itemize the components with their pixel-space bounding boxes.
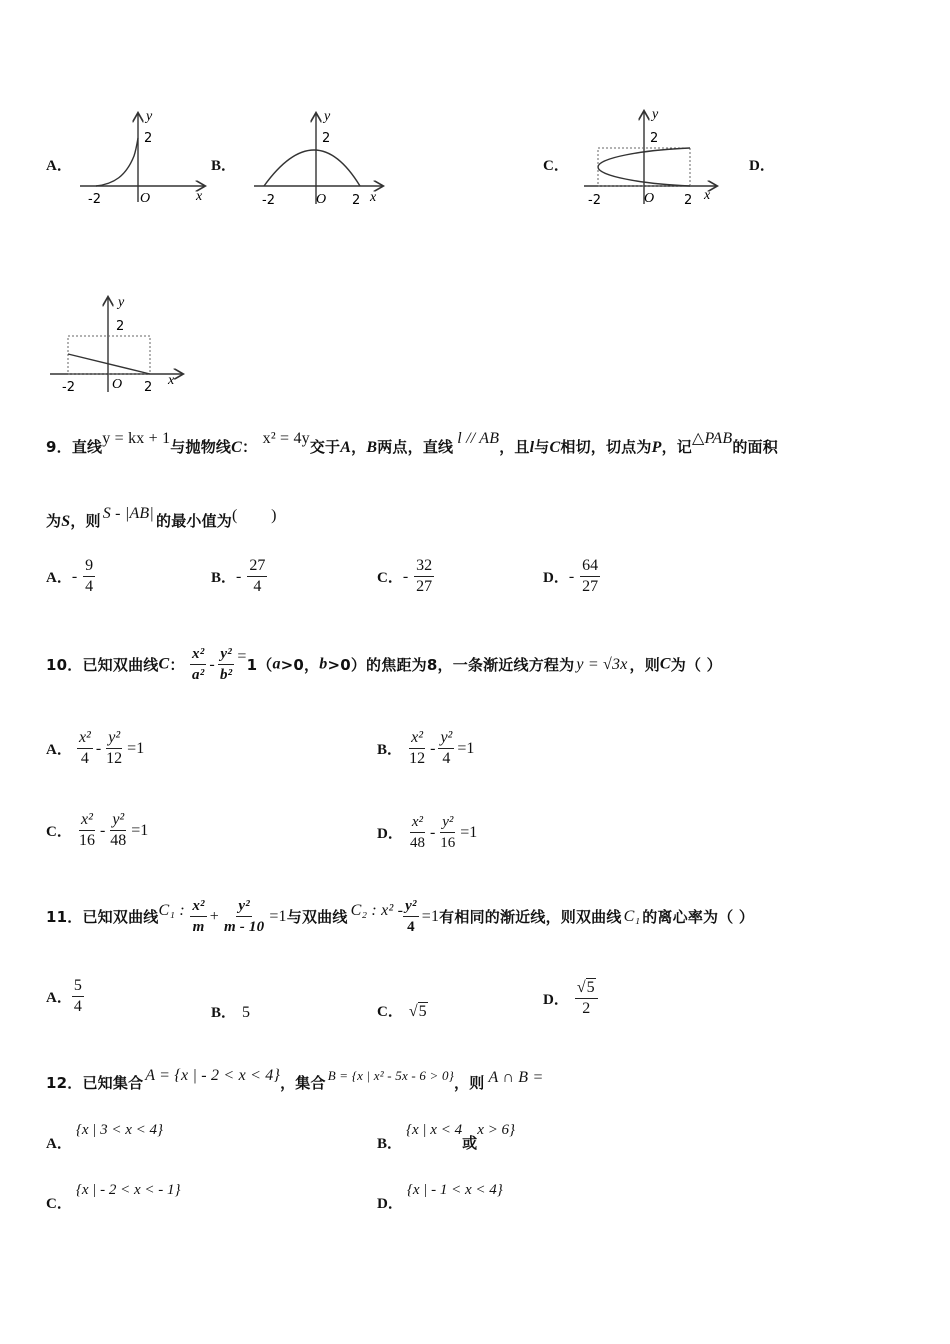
axis-label-x: x (704, 188, 711, 203)
option-label: C． (46, 824, 72, 840)
q11-text: 有相同的渐近线，则双曲线 (439, 908, 622, 926)
fraction (414, 556, 434, 597)
q9-point-b: B (366, 439, 378, 456)
equals-sign: = (237, 647, 247, 665)
numerator: y² (236, 896, 252, 917)
equation-rhs: =1 (131, 821, 149, 839)
denominator: m - 10 (223, 919, 265, 935)
minus-sign: - (209, 655, 215, 673)
q9-number: 9． (46, 438, 72, 456)
q12-option-d[interactable] (377, 1178, 503, 1212)
fraction (77, 810, 97, 851)
fraction (104, 728, 124, 769)
numerator: x² (190, 896, 206, 917)
origin-label: O (316, 192, 327, 207)
q9-line-equation: y = kx + 1 (102, 430, 171, 447)
fraction (72, 976, 84, 1017)
fraction (190, 644, 206, 685)
denominator: 16 (78, 832, 95, 849)
tick-label-2-x: 2 (352, 193, 361, 208)
numerator: y² (218, 644, 234, 665)
option-label: C． (46, 1196, 72, 1212)
q11-text: 与双曲线 (286, 908, 348, 926)
minus-sign: - (430, 739, 436, 757)
origin-label: O (112, 377, 123, 392)
q10-text: 已知双曲线 (82, 656, 159, 674)
q12-text: ，集合 (280, 1074, 326, 1092)
numerator: x² (77, 728, 93, 749)
denominator: m (192, 919, 205, 935)
q10-text: >0）的焦距为8，一条渐近线方程为 (327, 656, 575, 674)
q9-point-p: P (651, 439, 662, 456)
numerator: 64 (580, 556, 600, 577)
q10-stem (46, 644, 722, 685)
q10-text: ，则 (629, 656, 660, 674)
axis-label-y: y (146, 109, 153, 124)
q9-parabola-equation: x² = 4y (262, 430, 310, 447)
q8-option-d-label: D． (749, 158, 775, 174)
denominator: 48 (409, 835, 425, 851)
denominator: 12 (106, 750, 123, 767)
q12-text: 已知集合 (82, 1074, 144, 1092)
denominator: 2 (582, 1000, 591, 1017)
numerator: 9 (83, 556, 95, 577)
q8-option-b-label: B． (211, 158, 237, 174)
option-label: D． (543, 992, 569, 1008)
denominator: 16 (440, 835, 456, 851)
q9-answer-paren: ( ) (232, 507, 277, 524)
fraction (83, 556, 95, 597)
q10-var-b: b (319, 655, 328, 673)
fraction (190, 896, 206, 937)
q9-text: 与 (534, 438, 550, 456)
q12-option-b[interactable] (377, 1118, 516, 1152)
q8-graph-d (48, 292, 188, 396)
q10-curve-name: C (659, 655, 671, 673)
q9-parallel-expr: l // AB (457, 430, 500, 447)
q12-text: ，则 (454, 1074, 485, 1092)
tick-label-neg2: -2 (62, 380, 75, 395)
q9-text: 的最小值为 (156, 512, 233, 530)
q10-asymptote: y = √3x (576, 655, 628, 673)
numerator (575, 978, 598, 999)
q11-number: 11． (46, 908, 83, 926)
numerator: x² (410, 812, 425, 833)
option-value: {x | - 2 < x < - 1} (75, 1182, 181, 1198)
option-label: B． (211, 1005, 237, 1021)
option-label: A． (46, 1136, 72, 1152)
fraction (575, 978, 598, 1019)
q11-curve-c2: C₂ : x² - (350, 901, 404, 919)
plus-sign: + (209, 907, 219, 925)
equation-rhs: =1 (460, 823, 478, 841)
q12-number: 12． (46, 1074, 83, 1092)
q11-curve-c1: C₁ (623, 907, 641, 925)
option-value: {x | 3 < x < 4} (75, 1122, 164, 1138)
q10-text: 1（ (246, 656, 273, 674)
q9-line-l: l (529, 439, 535, 456)
tick-label-2: 2 (116, 319, 125, 334)
minus-sign: - (568, 567, 575, 585)
equation-rhs: =1 (269, 907, 287, 925)
q9-text: 的面积 (732, 438, 778, 456)
denominator: a² (192, 667, 205, 683)
option-label: A． (46, 742, 72, 758)
q11-option-b[interactable] (211, 1001, 250, 1022)
q10-text: >0， (280, 656, 320, 674)
option-label: C． (377, 570, 403, 586)
sqrt-icon: √ (408, 1003, 418, 1020)
q11-stem (46, 896, 754, 937)
denominator: 4 (80, 750, 89, 767)
tick-label-neg2: -2 (262, 193, 275, 208)
option-label: A． (46, 570, 72, 586)
q9-option-a[interactable] (46, 556, 95, 597)
sqrt-icon: √ (576, 979, 586, 996)
denominator: 4 (253, 578, 262, 595)
q11-curve-c1: C₁ : (158, 901, 185, 919)
q9-option-c[interactable] (377, 556, 434, 597)
q11-option-d[interactable] (543, 978, 598, 1019)
q9-triangle-expr: △PAB (691, 430, 733, 447)
denominator: 4 (442, 750, 451, 767)
tick-label-neg2: -2 (588, 193, 601, 208)
minus-sign: - (95, 739, 102, 757)
denominator: 4 (73, 998, 82, 1015)
q12-set-a: A = {x | - 2 < x < 4} (145, 1067, 281, 1084)
numerator: y² (440, 812, 455, 833)
q9-option-b[interactable] (211, 556, 267, 597)
q12-intersection: A ∩ B = (488, 1069, 544, 1086)
q8-option-c-label: C． (543, 158, 569, 174)
option-label: B． (211, 570, 237, 586)
q9-text: 为 (46, 512, 62, 530)
q9-text: 直线 (71, 438, 103, 456)
option-label: A． (46, 990, 72, 1006)
tick-label-2: 2 (144, 131, 153, 146)
tick-label-2-x: 2 (684, 193, 693, 208)
option-value: {x | x < 4 (406, 1122, 463, 1138)
q10-option-b[interactable] (377, 728, 474, 769)
q9-stem-line2 (46, 505, 277, 531)
denominator: 4 (85, 578, 94, 595)
q9-curve-name: C (231, 439, 242, 456)
q9-target-expr: S - |AB| (102, 505, 154, 522)
q10-curve-name: C (158, 655, 170, 673)
q12-option-a[interactable] (46, 1118, 164, 1152)
numerator: 5 (72, 976, 84, 997)
q10-text: ： (169, 656, 185, 674)
axis-label-y: y (652, 107, 659, 122)
option-label: D． (377, 826, 403, 842)
q8-graph-a (74, 104, 214, 204)
tick-label-2: 2 (650, 131, 659, 146)
tick-label-2-x: 2 (144, 380, 153, 395)
q9-point-a: A (340, 439, 352, 456)
curve (264, 150, 360, 186)
tick-label-neg2: -2 (88, 192, 101, 204)
origin-label: O (644, 191, 655, 206)
q9-text: 相切，切点为 (560, 438, 652, 456)
q9-text: ，记 (661, 438, 692, 456)
option-value: 5 (418, 1003, 427, 1020)
q9-area-s: S (61, 513, 71, 530)
option-label: B． (377, 1136, 403, 1152)
axis-label-x: x (168, 373, 175, 388)
option-value: {x | - 1 < x < 4} (406, 1182, 503, 1198)
q9-stem-line1 (46, 430, 778, 457)
denominator: 4 (407, 919, 415, 935)
dashed-box (68, 336, 150, 374)
q9-option-d[interactable] (543, 556, 600, 597)
q9-text: ， (351, 438, 367, 456)
fraction (408, 812, 427, 853)
axis-label-x: x (370, 190, 377, 205)
option-label: B． (377, 742, 403, 758)
denominator: 48 (110, 832, 127, 849)
numerator: x² (409, 728, 425, 749)
equation-rhs: =1 (127, 739, 145, 757)
denominator: 27 (582, 578, 599, 595)
q12-stem (46, 1067, 544, 1093)
axis-label-x: x (196, 189, 203, 204)
option-value: 5 (242, 1004, 251, 1021)
q10-option-a[interactable] (46, 728, 144, 769)
q10-text: 为（ ） (670, 656, 722, 674)
fraction (218, 644, 234, 685)
numerator: y² (106, 728, 122, 749)
fraction (438, 812, 457, 853)
denominator: 27 (416, 578, 433, 595)
q11-option-c[interactable] (377, 1000, 428, 1021)
equation-rhs: =1 (421, 907, 440, 925)
origin-label: O (140, 191, 151, 204)
q11-option-a[interactable] (46, 976, 84, 1017)
fraction (403, 896, 419, 937)
q8-graph-c (582, 104, 722, 208)
minus-sign: - (99, 821, 106, 839)
option-label: D． (543, 570, 569, 586)
q9-text: 交于 (309, 438, 341, 456)
segment (68, 354, 150, 374)
fraction (438, 728, 454, 769)
q9-text: 两点，直线 (377, 438, 454, 456)
fraction (222, 896, 266, 937)
q9-curve-name: C (549, 439, 561, 456)
numerator: y² (438, 728, 454, 749)
fraction (108, 810, 128, 851)
q10-option-c[interactable] (46, 810, 148, 851)
q11-text: 的离心率为（ ） (642, 908, 755, 926)
numerator: 27 (247, 556, 267, 577)
fraction (77, 728, 93, 769)
minus-sign: - (402, 567, 409, 585)
denominator: 12 (409, 750, 426, 767)
curve (96, 138, 138, 186)
option-connector: 或 (462, 1134, 478, 1152)
q9-text: ，且 (499, 438, 530, 456)
option-label: C． (377, 1004, 403, 1020)
denominator: b² (219, 667, 233, 683)
q8-option-a-label: A． (46, 158, 72, 174)
q11-text: 已知双曲线 (82, 908, 159, 926)
minus-sign: - (71, 567, 78, 585)
axis-label-y: y (118, 295, 125, 310)
fraction (407, 728, 427, 769)
minus-sign: - (236, 567, 242, 585)
equation-rhs: =1 (457, 739, 475, 757)
axis-label-y: y (324, 109, 331, 124)
option-label: D． (377, 1196, 403, 1212)
fraction (580, 556, 600, 597)
numerator: x² (79, 810, 95, 831)
numerator: 32 (414, 556, 434, 577)
minus-sign: - (429, 823, 436, 841)
fraction (247, 556, 267, 597)
option-value: x > 6} (477, 1122, 516, 1138)
numerator: y² (403, 896, 419, 917)
radicand: 5 (586, 979, 595, 996)
q8-graph-b (250, 104, 390, 208)
numerator: x² (190, 644, 206, 665)
q10-var-a: a (272, 655, 281, 673)
q12-set-b: B = {x | x² - 5x - 6 > 0} (327, 1068, 455, 1083)
q12-option-c[interactable] (46, 1178, 181, 1212)
q9-text: ，则 (70, 512, 101, 530)
q9-text: ： (241, 438, 258, 456)
numerator: y² (110, 810, 126, 831)
tick-label-2: 2 (322, 131, 331, 146)
q10-number: 10． (46, 656, 83, 674)
q10-option-d[interactable] (377, 812, 477, 853)
q9-text: 与抛物线 (170, 438, 232, 456)
